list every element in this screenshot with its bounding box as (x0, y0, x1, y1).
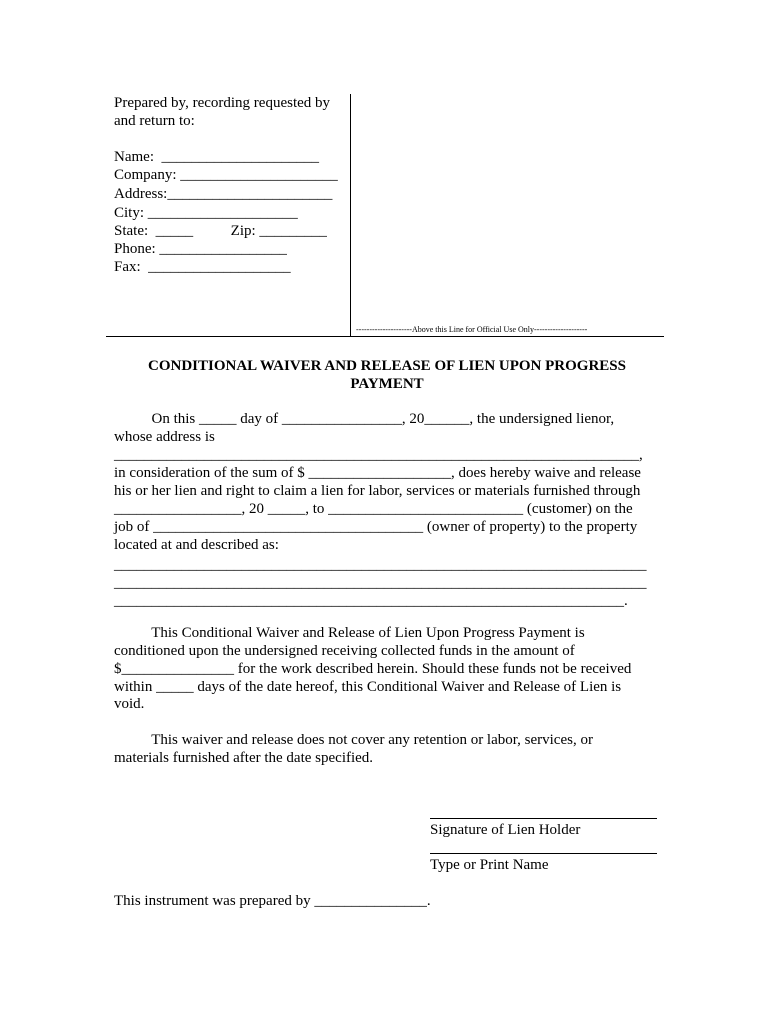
prepared-by-footer: This instrument was prepared by _______________. (114, 893, 431, 909)
city-field[interactable]: City: ____________________ (114, 205, 298, 221)
para2-line-1: This Conditional Waiver and Release of Lien Upon Progress Payment is (114, 625, 585, 641)
para1-line-8: located at and described as: (114, 537, 279, 553)
para2-line-2: conditioned upon the undersigned receiving collected funds in the amount of (114, 643, 575, 659)
para1-line-7: job of ____________________________________ (owner of property) to the property (114, 519, 638, 535)
signature-label: Signature of Lien Holder (430, 822, 581, 838)
para2-line-4: within _____ days of the date hereof, this Conditional Waiver and Release of Lien is (114, 679, 622, 695)
para1-line-4: in consideration of the sum of $ ___________________, does hereby waive and release (114, 465, 641, 481)
prepared-by-line-1: Prepared by, recording requested by (114, 95, 331, 111)
address-field[interactable]: Address:______________________ (114, 186, 333, 202)
fax-field[interactable]: Fax: ___________________ (114, 259, 291, 275)
state-zip-field[interactable]: State: _____ Zip: _________ (114, 223, 327, 239)
para3-line-2: materials furnished after the date specified. (114, 750, 374, 766)
para1-line-6: _________________, 20 _____, to __________________________ (customer) on the (114, 501, 633, 517)
prepared-by-line-2: and return to: (114, 113, 195, 129)
para1-line-3[interactable]: ______________________________________________________________________, (114, 447, 643, 463)
company-field[interactable]: Company: _____________________ (114, 167, 338, 183)
para1-line-2: whose address is (114, 429, 215, 445)
print-name-line[interactable] (430, 853, 657, 854)
signature-line[interactable] (430, 818, 657, 819)
header-horizontal-divider (106, 336, 664, 337)
header-vertical-divider (350, 94, 351, 336)
phone-field[interactable]: Phone: _________________ (114, 241, 287, 257)
property-description-line-3[interactable]: ____________________________________________________________________. (114, 593, 628, 609)
para2-line-5: void. (114, 696, 145, 712)
print-name-label: Type or Print Name (430, 857, 549, 873)
para1-line-5: his or her lien and right to claim a lien for labor, services or materials furnished through (114, 483, 641, 499)
document-title-line-2: PAYMENT (350, 376, 424, 392)
official-use-label: ---------------------Above this Line for Official Use Only-------------------- (356, 325, 588, 334)
para2-line-3: $_______________ for the work described herein. Should these funds not be received (114, 661, 632, 677)
name-field[interactable]: Name: _____________________ (114, 149, 319, 165)
property-description-line-1[interactable]: _______________________________________________________________________ (114, 557, 647, 573)
property-description-line-2[interactable]: _______________________________________________________________________ (114, 575, 647, 591)
para3-line-1: This waiver and release does not cover any retention or labor, services, or (114, 732, 593, 748)
document-title-line-1: CONDITIONAL WAIVER AND RELEASE OF LIEN UPON PROGRESS (147, 358, 626, 374)
para1-line-1: On this _____ day of ________________, 20______, the undersigned lienor, (114, 411, 615, 427)
